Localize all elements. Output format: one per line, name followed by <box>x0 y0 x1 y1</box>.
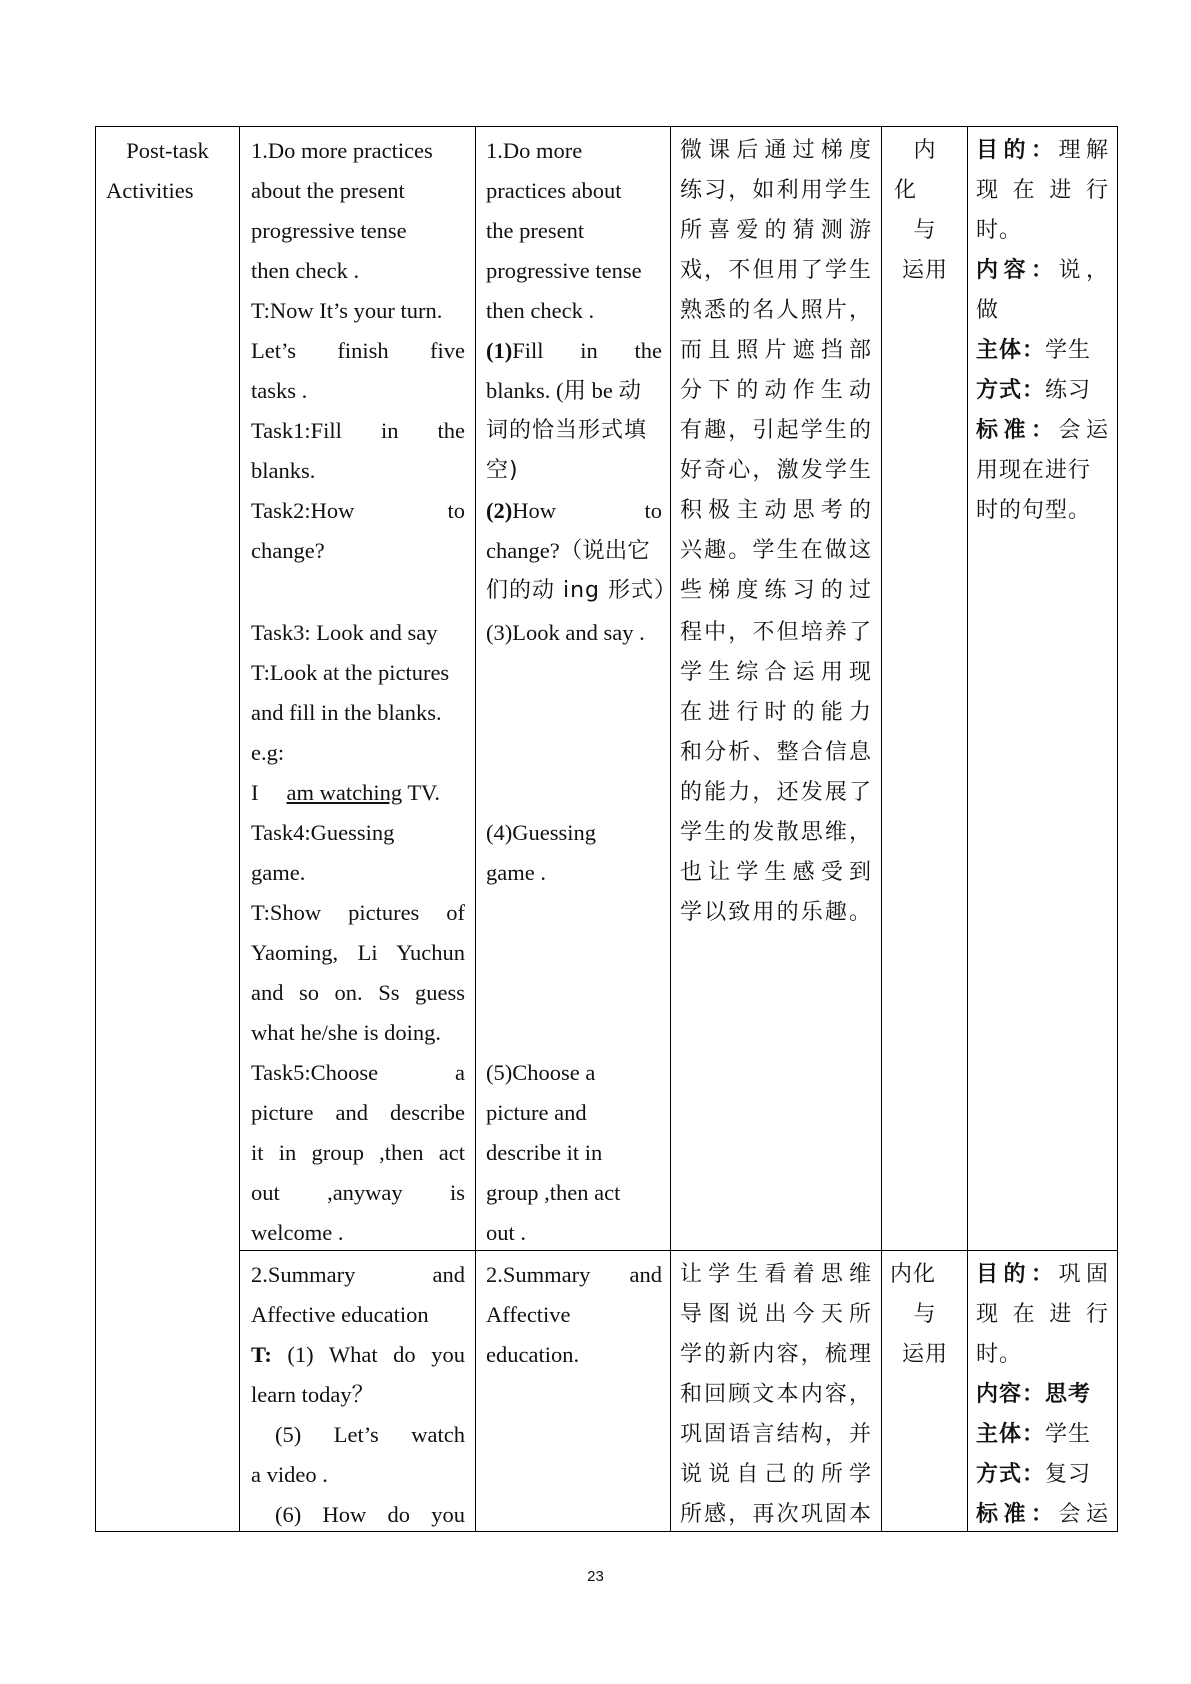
student-line: Affective <box>486 1302 571 1327</box>
teacher-line: game. <box>251 860 306 885</box>
student-line: 们的动 ing 形式） <box>486 578 678 603</box>
example-sentence <box>251 773 465 813</box>
student-line: picture and <box>486 1100 587 1125</box>
eval-standard-label: 标准： <box>976 418 1059 443</box>
intent-line: 些梯度练习的过 <box>680 578 872 603</box>
eval-method-text: 练习 <box>1045 378 1092 403</box>
column-divider <box>475 127 476 1531</box>
level-cell-2 <box>886 1255 964 1531</box>
intent-line: 程中，不但培养了 <box>680 620 872 645</box>
teacher-question <box>251 1335 465 1375</box>
column-divider <box>967 127 968 1531</box>
student-line: 1.Do more <box>486 138 583 163</box>
student-line: (5)Choose a <box>486 1060 596 1085</box>
teacher-question-text: (1) What do you <box>271 1342 465 1367</box>
teacher-line: picture and describe <box>251 1100 465 1125</box>
example-object: TV. <box>407 780 441 805</box>
intent-line: 熟悉的名人照片， <box>680 298 872 323</box>
stage-cell <box>96 127 239 1533</box>
intent-line: 积极主动思考的 <box>680 498 872 523</box>
teacher-line: 2.Summary and <box>251 1262 465 1287</box>
level-line: 化 <box>894 178 918 203</box>
intent-line: 学以致用的乐趣。 <box>680 900 872 925</box>
eval-subject-label: 主体： <box>976 1422 1046 1447</box>
level-line: 与 <box>913 1302 937 1327</box>
stage-line: Activities <box>106 178 194 203</box>
teacher-line: welcome . <box>251 1220 344 1245</box>
intent-line: 的能力，还发展了 <box>680 780 872 805</box>
student-line: then check . <box>486 298 595 323</box>
teacher-line: Affective education <box>251 1302 429 1327</box>
intent-cell-2 <box>680 1255 872 1531</box>
intent-line: 和分析、整合信息 <box>680 740 872 765</box>
teacher-line: 1.Do more practices <box>251 138 433 163</box>
example-verb: am watching <box>286 780 403 805</box>
teacher-line: T:Look at the pictures <box>251 660 450 685</box>
eval-subject <box>976 1415 1109 1455</box>
intent-line: 学生的发散思维， <box>680 820 872 845</box>
teacher-question <box>275 1415 465 1455</box>
student-line: 空) <box>486 458 519 483</box>
eval-method-text: 复习 <box>1045 1462 1092 1487</box>
page-number: 23 <box>587 1568 604 1585</box>
intent-line: 有趣，引起学生的 <box>680 418 872 443</box>
teacher-line: then check . <box>251 258 360 283</box>
teacher-line: Task3: Look and say <box>251 620 438 645</box>
eval-line: 用现在进行 <box>976 458 1092 483</box>
teacher-question-text: How do you <box>322 1502 465 1527</box>
teacher-line: change? <box>251 538 325 563</box>
student-activity-cell-2 <box>486 1255 662 1531</box>
intent-line: 说说自己的所学 <box>680 1462 872 1487</box>
teacher-line: Task4:Guessing <box>251 820 395 845</box>
student-line: blanks. (用 be 动 <box>486 378 641 403</box>
teacher-question-number: (5) <box>275 1422 302 1447</box>
intent-line: 在进行时的能力 <box>680 700 872 725</box>
eval-content-text: 说， <box>1058 258 1109 283</box>
teacher-line: Task1:Fill in the <box>251 418 465 443</box>
intent-line: 兴趣。学生在做这 <box>680 538 872 563</box>
intent-line: 所喜爱的猜测游 <box>680 218 872 243</box>
eval-line: 时。 <box>976 218 1023 243</box>
eval-line: 现在进行 <box>976 178 1109 203</box>
eval-subject-label: 主体： <box>976 338 1046 363</box>
teacher-line: about the present <box>251 178 405 203</box>
student-activity-cell <box>486 131 678 1251</box>
intent-line: 戏，不但用了学生 <box>680 258 872 283</box>
level-cell <box>886 131 964 1251</box>
teacher-line: Let’s finish five <box>251 338 465 363</box>
teacher-line: a video . <box>251 1462 328 1487</box>
intent-line: 分下的动作生动 <box>680 378 872 403</box>
intent-line: 练习，如利用学生 <box>680 178 872 203</box>
teacher-line: progressive tense <box>251 218 407 243</box>
column-divider <box>881 127 882 1531</box>
eval-subject <box>976 331 1109 371</box>
eval-subject-text: 学生 <box>1045 338 1092 363</box>
example-subject: I <box>251 780 259 805</box>
student-line: practices about <box>486 178 622 203</box>
teacher-line: Yaoming, Li Yuchun <box>251 940 465 965</box>
eval-goal-label: 目的： <box>976 1262 1059 1287</box>
teacher-line: it in group ,then act <box>251 1140 465 1165</box>
level-line: 运用 <box>901 1342 948 1367</box>
student-line: 词的恰当形式填 <box>486 418 648 443</box>
intent-line: 好奇心，激发学生 <box>680 458 872 483</box>
stage-line: Post-task <box>126 138 209 163</box>
level-line: 与 <box>913 218 937 243</box>
intent-line: 让学生看着思维 <box>680 1262 872 1287</box>
student-line: describe it in <box>486 1140 603 1165</box>
teacher-question <box>275 1495 465 1535</box>
eval-content: 内容：思考 <box>976 1382 1092 1407</box>
teacher-line: and fill in the blanks. <box>251 700 442 725</box>
student-line: education. <box>486 1342 580 1367</box>
teacher-line: out ,anyway is <box>251 1180 465 1205</box>
teacher-line: learn today？ <box>251 1382 375 1407</box>
eval-standard <box>976 411 1109 451</box>
teacher-line: blanks. <box>251 458 316 483</box>
intent-line: 和回顾文本内容， <box>680 1382 872 1407</box>
teacher-line: T:Now It’s your turn. <box>251 298 443 323</box>
eval-content-label: 内容： <box>976 258 1059 283</box>
eval-goal-label: 目的： <box>976 138 1059 163</box>
eval-content <box>976 251 1109 291</box>
intent-line: 导图说出今天所 <box>680 1302 872 1327</box>
eval-line: 时的句型。 <box>976 498 1092 523</box>
eval-line: 做 <box>976 298 1000 323</box>
teacher-activity-cell-2 <box>251 1255 465 1531</box>
eval-standard <box>976 1495 1109 1535</box>
eval-standard-text: 会运 <box>1058 1502 1109 1527</box>
teacher-line: Task2:How to <box>251 498 465 523</box>
student-item-text: How to <box>512 498 662 523</box>
teacher-line: and so on. Ss guess <box>251 980 465 1005</box>
student-line: (4)Guessing <box>486 820 596 845</box>
student-line <box>486 331 662 371</box>
intent-line: 所感，再次巩固本 <box>680 1502 872 1527</box>
eval-method-label: 方式： <box>976 378 1046 403</box>
level-line: 内 <box>913 138 937 163</box>
intent-line: 学的新内容，梳理 <box>680 1342 872 1367</box>
eval-line: 时。 <box>976 1342 1023 1367</box>
student-item-text: Fill in the <box>512 338 662 363</box>
teacher-line: Task5:Choose a <box>251 1060 465 1085</box>
student-item-number: (1) <box>486 338 513 363</box>
student-line: progressive tense <box>486 258 642 283</box>
student-line: game . <box>486 860 546 885</box>
student-line: out . <box>486 1220 527 1245</box>
teacher-line: tasks . <box>251 378 308 403</box>
intent-cell <box>680 131 872 1251</box>
column-divider <box>670 127 671 1531</box>
teacher-question-text: Let’s watch <box>333 1422 465 1447</box>
evaluation-cell-2 <box>976 1255 1109 1531</box>
student-line: (3)Look and say . <box>486 620 645 645</box>
teacher-line: T:Show pictures of <box>251 900 465 925</box>
evaluation-cell <box>976 131 1109 1251</box>
lesson-plan-table <box>95 126 1118 1532</box>
column-divider <box>239 127 240 1531</box>
intent-line: 巩固语言结构，并 <box>680 1422 872 1447</box>
eval-method-label: 方式： <box>976 1462 1046 1487</box>
student-line: change?（说出它 <box>486 538 650 563</box>
teacher-question-number: (6) <box>275 1502 302 1527</box>
level-line: 运用 <box>901 258 948 283</box>
student-line <box>486 491 662 531</box>
student-line: the present <box>486 218 585 243</box>
eval-line: 现在进行 <box>976 1302 1109 1327</box>
eval-subject-text: 学生 <box>1045 1422 1092 1447</box>
eval-goal-text: 巩固 <box>1058 1262 1109 1287</box>
teacher-label: T: <box>251 1342 272 1367</box>
eval-goal <box>976 1255 1109 1295</box>
teacher-activity-cell <box>251 131 465 1251</box>
intent-line: 学生综合运用现 <box>680 660 872 685</box>
eval-method <box>976 1455 1109 1495</box>
eval-goal <box>976 131 1109 171</box>
eval-standard-label: 标准： <box>976 1502 1059 1527</box>
teacher-line: e.g: <box>251 740 285 765</box>
intent-line: 也让学生感受到 <box>680 860 872 885</box>
student-item-number: (2) <box>486 498 513 523</box>
teacher-line: what he/she is doing. <box>251 1020 441 1045</box>
eval-goal-text: 理解 <box>1058 138 1109 163</box>
intent-line: 而且照片遮挡部 <box>680 338 872 363</box>
student-line: 2.Summary and <box>486 1262 662 1287</box>
eval-method <box>976 371 1109 411</box>
student-line: group ,then act <box>486 1180 621 1205</box>
eval-standard-text: 会运 <box>1058 418 1109 443</box>
level-line: 内化 <box>890 1262 937 1287</box>
intent-line: 微课后通过梯度 <box>680 138 872 163</box>
